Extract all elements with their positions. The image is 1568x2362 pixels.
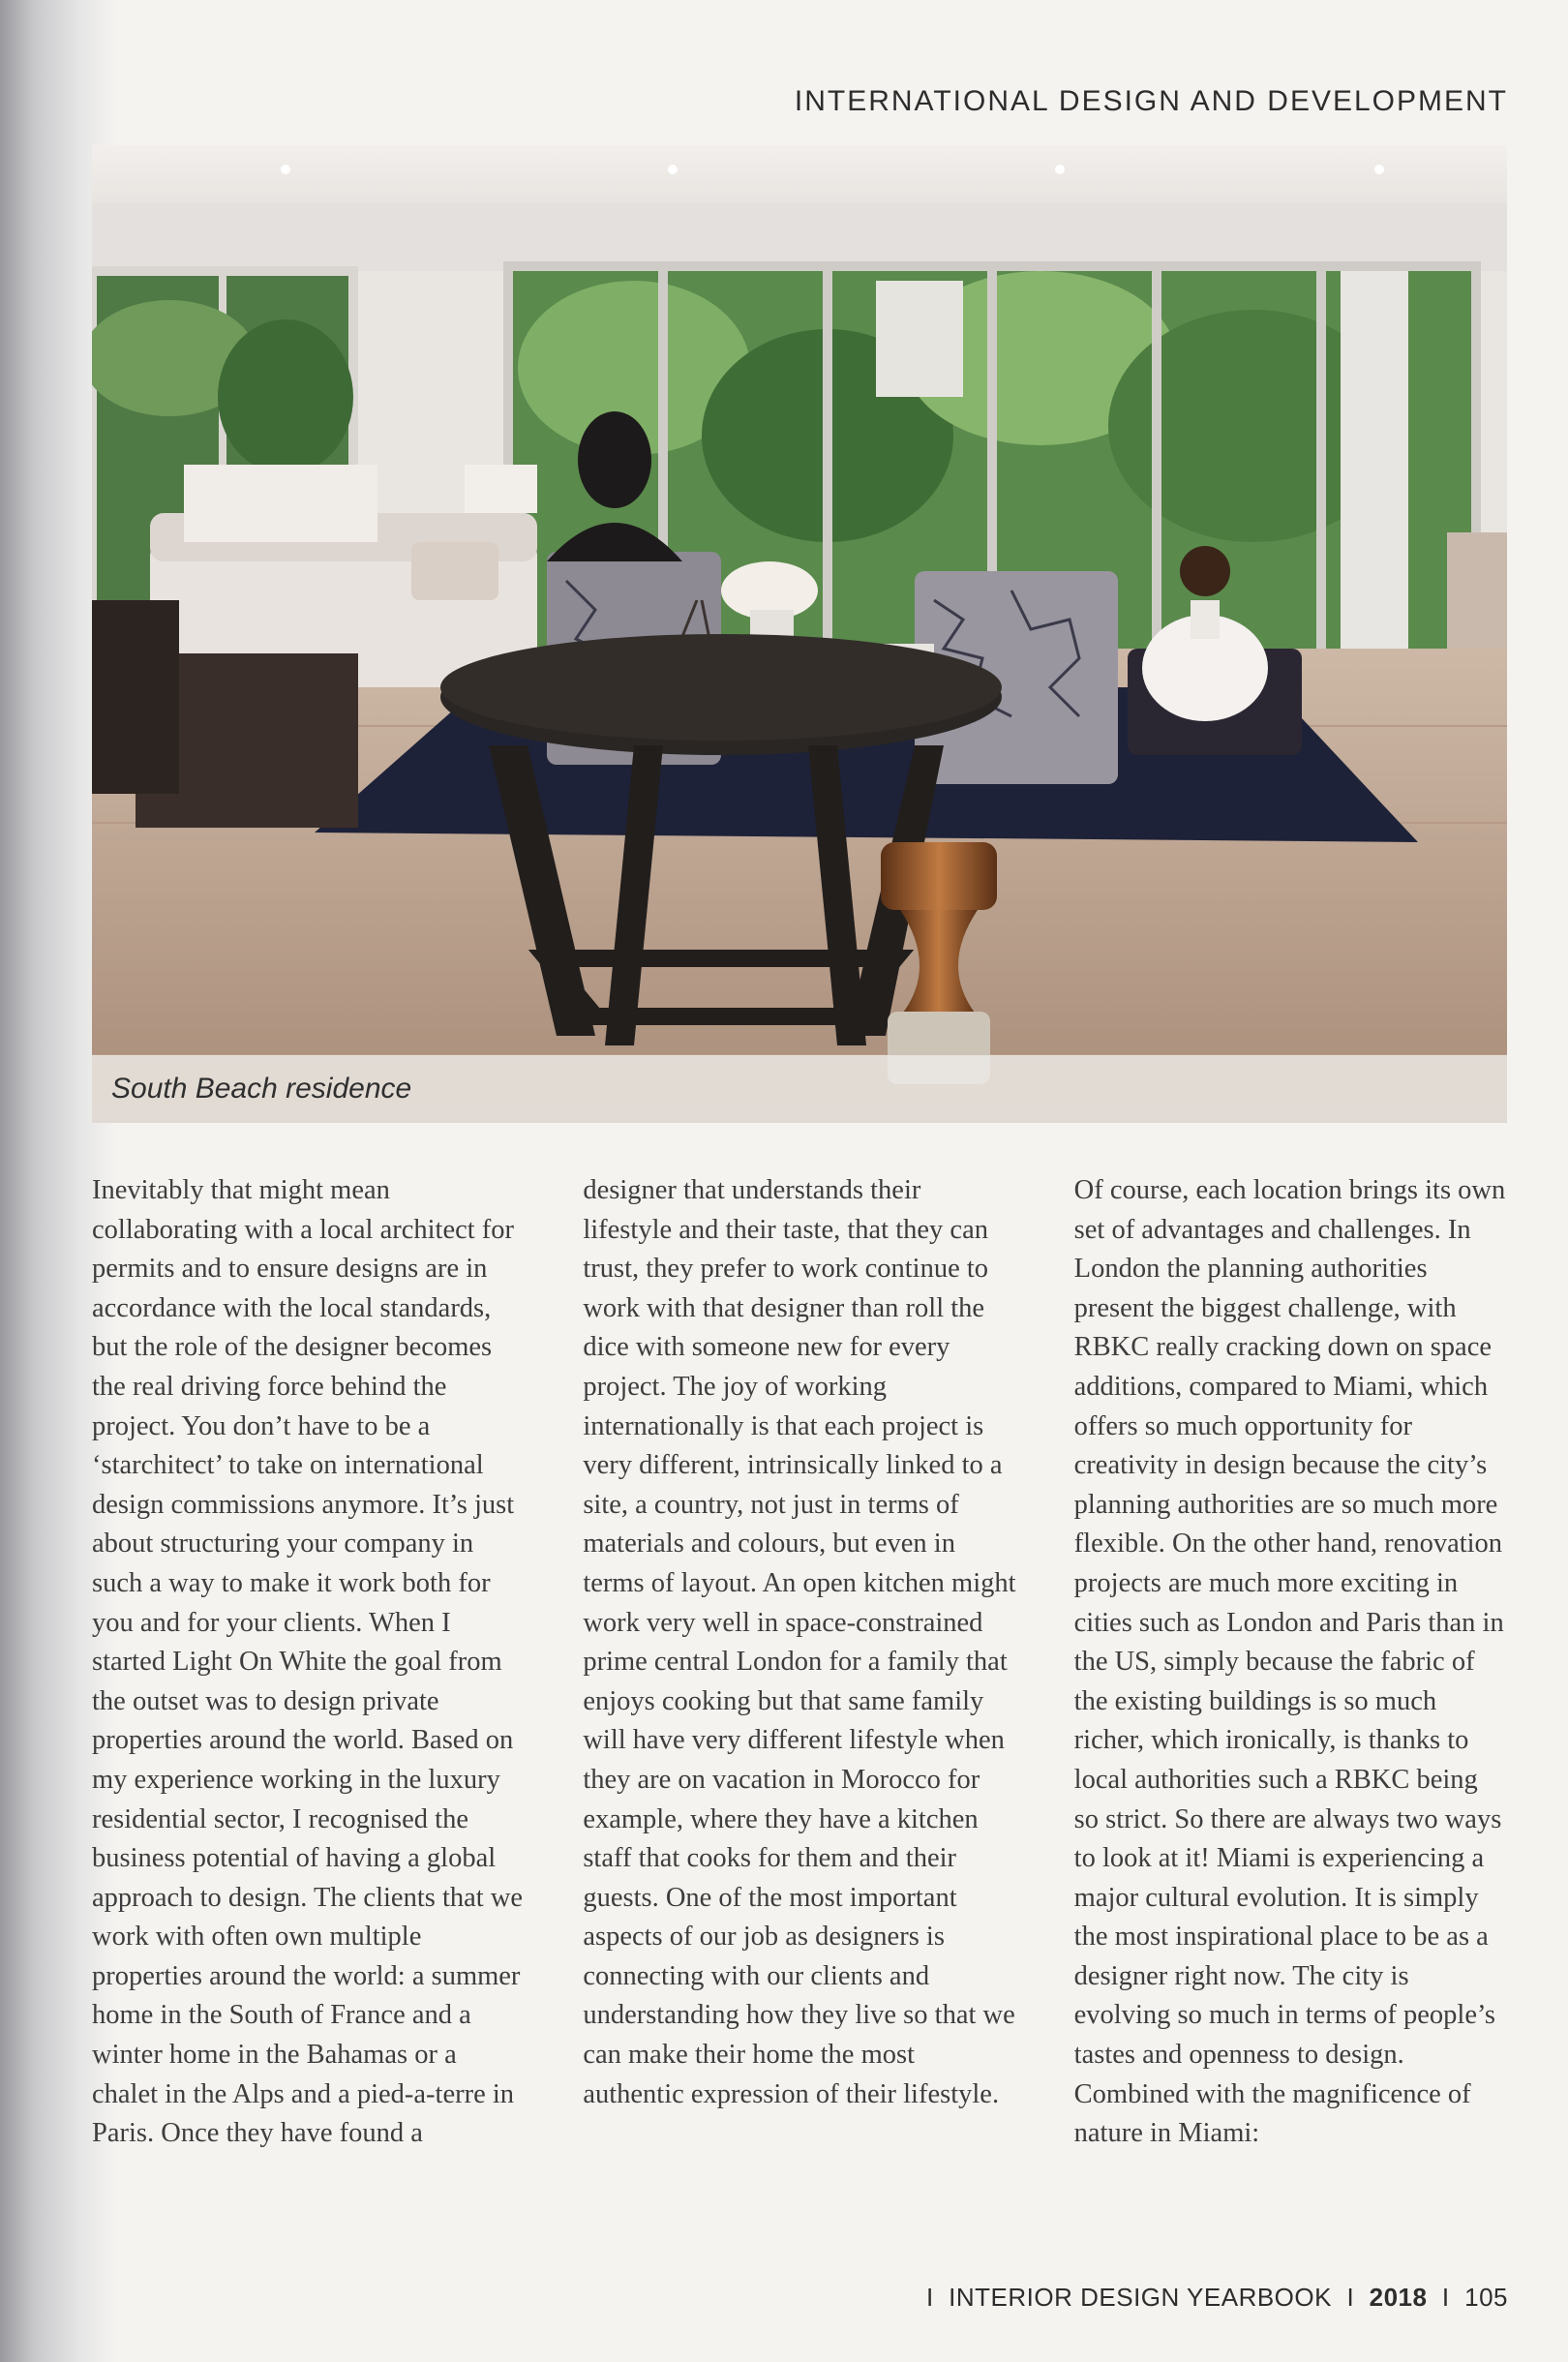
palm-leaves <box>218 319 353 474</box>
copper-stool-top <box>881 842 997 910</box>
child-head <box>1180 546 1230 596</box>
distant-building <box>876 281 963 397</box>
ceiling-light <box>1374 165 1384 174</box>
ceiling-light <box>1055 165 1065 174</box>
child-bodice <box>1191 600 1220 639</box>
footer-separator: I <box>1441 2283 1450 2312</box>
armchair <box>92 600 179 794</box>
pillar <box>1341 271 1408 658</box>
ceiling-light <box>281 165 290 174</box>
body-column-1: Inevitably that might mean collaborating with a local architect for permits and to ensure designs are in accordance with the local standards, but the role of the designer becomes the real driving force behind the project. You don’t have to be a ‘starchitect’ to take on international design commissions anymore. It’s just about structuring your company in such a way to make it work both for you and for your clients. When I started Light On White the goal from the outset was to design private properties around the world. Based on my experience working in the luxury residential sector, I recognised the business potential of having a global approach to design. The clients that we work with often own multiple properties around the world: a summer home in the South of France and a winter home in the Bahamas or a chalet in the Alps and a pied-a-terre in Paris. Once they have found a <box>92 1175 524 2149</box>
footer-separator: I <box>925 2283 934 2312</box>
lamp-shade <box>465 465 537 513</box>
footer-publication: INTERIOR DESIGN YEARBOOK <box>949 2283 1332 2312</box>
bust-head <box>578 411 651 508</box>
article-body <box>92 1171 1507 2236</box>
page-number: 105 <box>1464 2283 1508 2312</box>
section-header: INTERNATIONAL DESIGN AND DEVELOPMENT <box>794 85 1508 117</box>
footer-year: 2018 <box>1369 2283 1428 2312</box>
round-table-surface <box>440 634 1002 741</box>
photo-caption: South Beach residence <box>111 1073 412 1105</box>
body-column-3: Of course, each location brings its own set of advantages and challenges. In London the planning authorities present the biggest challenge, with RBKC really cracking down on space additions, compared to Miami, which offers so much opportunity for creativity in design because the city’s planning authorities are so much more flexible. On the other hand, renovation projects are much more exciting in cities such as London and Paris than in the US, simply because the fabric of the existing buildings is so much richer, which ironically, is thanks to local authorities such a RBKC being so strict. So there are always two ways to look at it! Miami is experiencing a major cultural evolution. It is simply the most inspirational place to be as a designer right now. The city is evolving so much in terms of people’s tastes and openness to design. Combined with the magnificence of nature in Miami: <box>1073 1175 1506 2149</box>
lamp-shade <box>184 465 377 542</box>
sofa-cushion <box>411 542 498 600</box>
ceiling-light <box>668 165 678 174</box>
body-column-2: designer that understands their lifestyle and their taste, that they can trust, they prefer to work continue to work with that designer than roll the dice with someone new for every project. The joy of working internationally is that each project is very different, intrinsically linked to a site, a country, not just in terms of materials and colours, but even in terms of layout. An open kitchen might work very well in space-constrained prime central London for a family that enjoys cooking but that same family will have very different lifestyle when they are on vacation in Morocco for example, where they have a kitchen staff that cooks for them and their guests. One of the most important aspects of our job as designers is connecting with our clients and understanding how they live so that we can make their home the most authentic expression of their lifestyle. <box>583 1175 1016 2109</box>
footer-separator: I <box>1346 2283 1355 2312</box>
interior-photo <box>92 145 1507 1123</box>
living-room-illustration <box>92 145 1507 1123</box>
ceiling-beam <box>92 203 1507 271</box>
page-footer <box>926 2283 1508 2313</box>
